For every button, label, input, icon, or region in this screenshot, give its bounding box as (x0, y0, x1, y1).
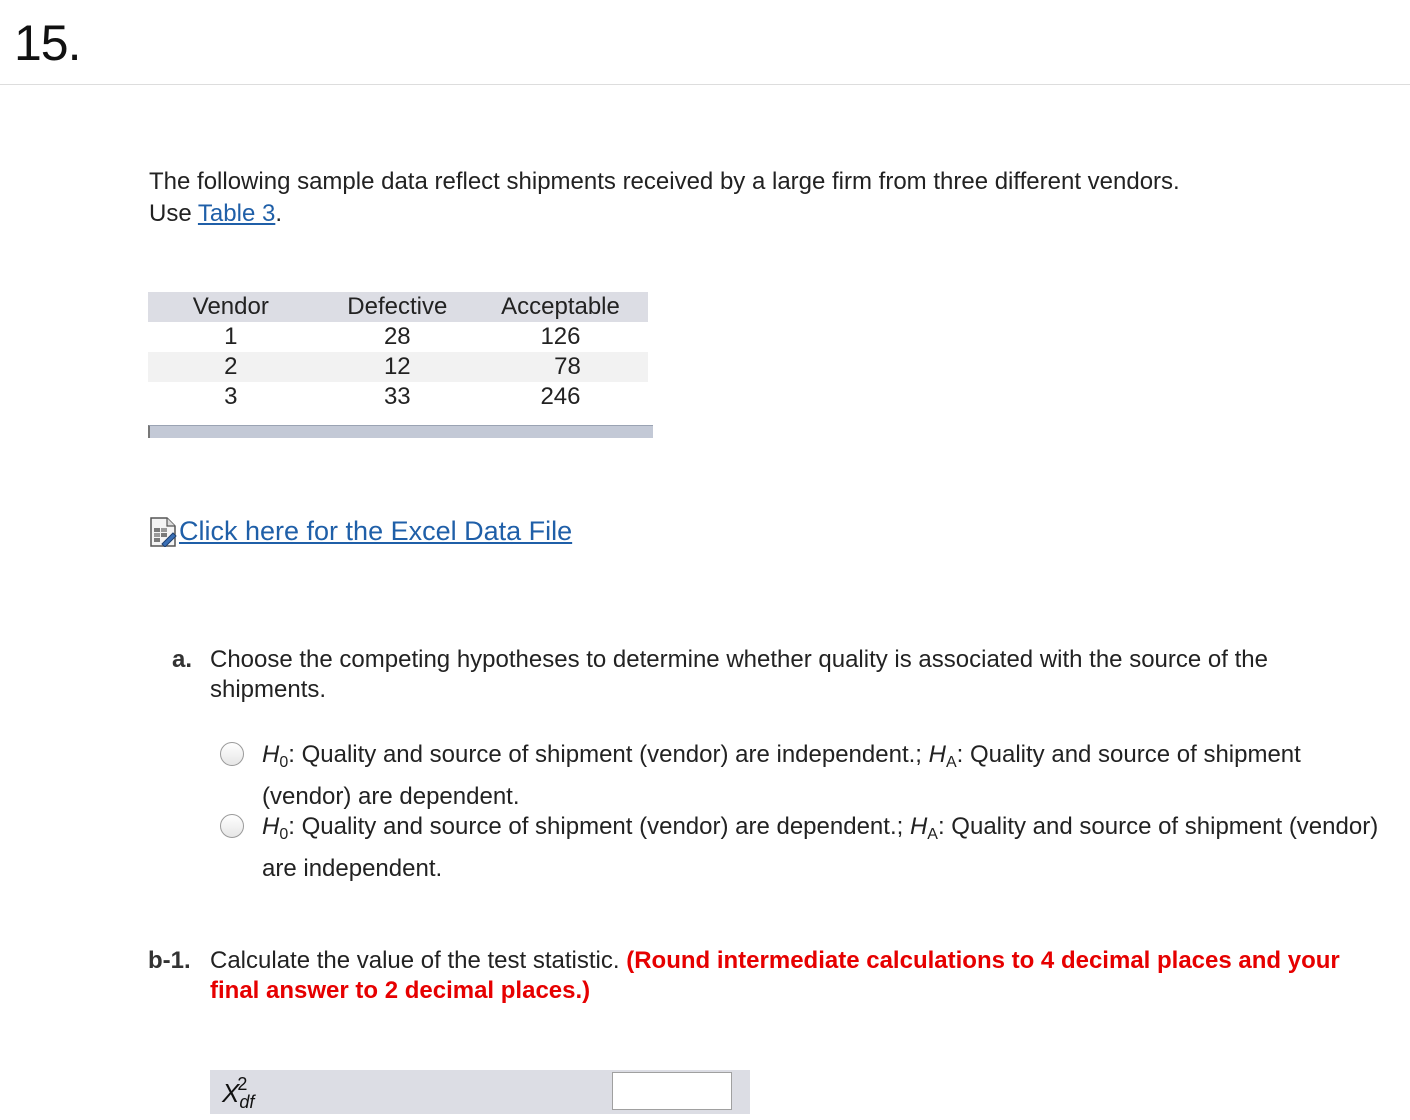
ha-text: : Quality and source of shipment (vendor) are dependent. (262, 741, 1301, 810)
cell-vendor: 3 (224, 383, 238, 410)
cell-vendor: 1 (224, 323, 238, 350)
part-b1-label: b-1. (148, 947, 191, 974)
excel-file-icon[interactable] (149, 517, 177, 547)
chi-subscript: df (239, 1092, 255, 1112)
excel-data-link[interactable] (149, 516, 572, 547)
h0-subscript: 0 (279, 826, 289, 843)
radio-option-1[interactable] (220, 742, 244, 766)
part-b1 (148, 946, 1340, 1004)
header-vendor: Vendor (148, 292, 322, 322)
h0-subscript: 0 (279, 754, 289, 771)
chi-superscript: 2 (237, 1074, 248, 1094)
cell-acceptable: 126 (540, 323, 581, 350)
test-statistic-input[interactable] (612, 1072, 732, 1110)
chi-symbol: X (222, 1078, 240, 1108)
cell-defective: 12 (322, 352, 473, 382)
ha-symbol: H (928, 741, 946, 768)
cell-acceptable: 78 (473, 352, 648, 382)
use-suffix: . (275, 200, 282, 227)
cell-acceptable: 246 (540, 383, 581, 410)
h0-symbol: H (262, 813, 280, 840)
question-number: 15. (14, 15, 81, 71)
header-acceptable: Acceptable (473, 292, 648, 322)
part-a-prompt: Choose the competing hypotheses to determine whether quality is associated with the source of the shipments. (210, 646, 1268, 703)
table-header-row (148, 292, 648, 322)
table-row (148, 382, 648, 412)
rounding-instruction: (Round intermediate calculations to 4 decimal places and your final answer to 2 decimal places.) (210, 947, 1340, 1004)
intro-text (149, 166, 1349, 230)
table-row (148, 352, 648, 382)
table-row (148, 322, 648, 352)
chi-square-label (222, 1074, 254, 1113)
option-1-text (262, 738, 1382, 814)
h0-text: : Quality and source of shipment (vendor) are independent.; (288, 741, 929, 768)
part-a-label: a. (172, 646, 193, 673)
cell-vendor: 2 (148, 352, 322, 382)
h0-text: : Quality and source of shipment (vendor) are dependent.; (288, 813, 910, 840)
test-statistic-answer-row (210, 1070, 750, 1114)
ha-symbol: H (909, 813, 928, 840)
radio-option-2[interactable] (220, 814, 244, 838)
ha-subscript: A (927, 826, 938, 843)
cell-defective: 33 (383, 383, 411, 410)
h0-symbol: H (262, 741, 280, 768)
intro-sentence: The following sample data reflect shipments received by a large firm from three different vendors. (149, 168, 1180, 195)
part-a (172, 645, 1268, 703)
excel-link-label[interactable]: Click here for the Excel Data File (179, 516, 573, 546)
ha-text: : Quality and source of shipment (vendor) are independent. (262, 813, 1379, 882)
option-2-text (262, 810, 1382, 886)
part-b1-prompt (210, 946, 1390, 1006)
part-b1-question: Calculate the value of the test statistic. (210, 947, 627, 974)
table-3-link[interactable]: Table 3 (197, 200, 276, 227)
table-footer-bar (148, 425, 653, 438)
vendor-data-table (148, 292, 648, 412)
header-defective: Defective (322, 292, 473, 322)
use-prefix: Use (149, 200, 198, 227)
ha-subscript: A (945, 754, 957, 771)
cell-defective: 28 (383, 323, 411, 350)
header-divider (0, 84, 1410, 85)
